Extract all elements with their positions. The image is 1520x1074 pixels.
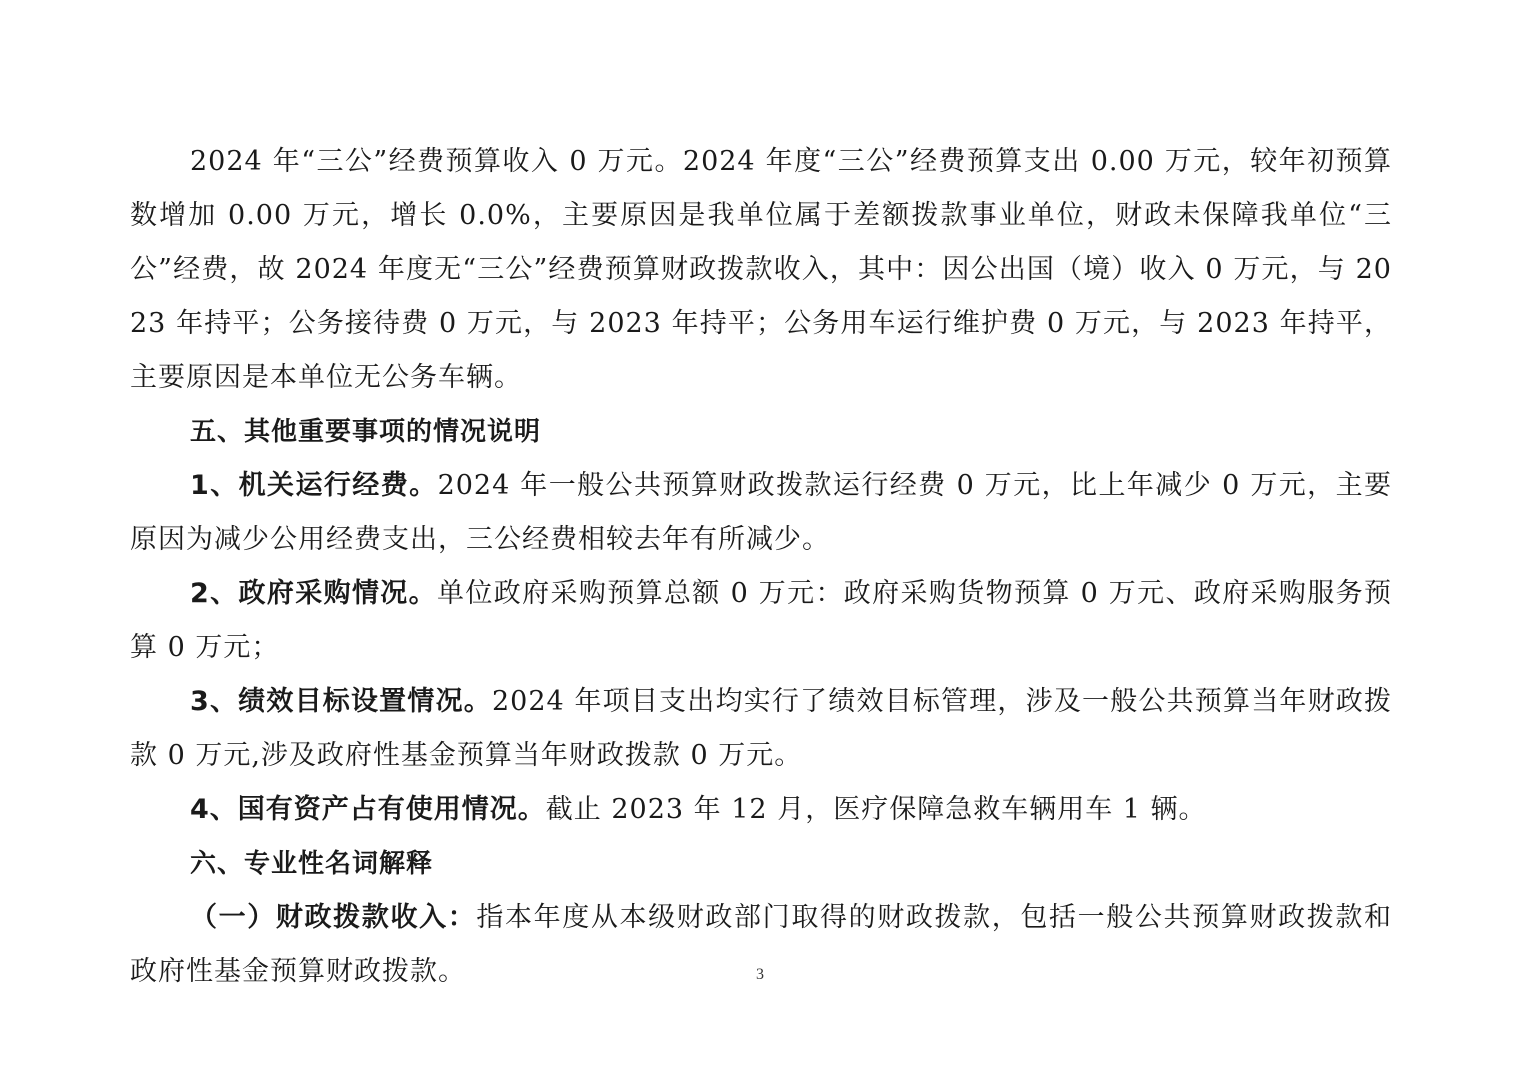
paragraph-three-public-funds: 2024 年“三公”经费预算收入 0 万元。2024 年度“三公”经费预算支出 0.00 万元，较年初预算数增加 0.00 万元，增长 0.0%，主要原因是我单位属于差额拨款事业单位，财政未保障我单位“三公”经费，故 2024 年度无“三公”经费预算财政拨款收入，其中：因公出国（境）收入 0 万元，与 2023 年持平；公务接待费 0 万元，与 2023 年持平；公务用车运行维护费 0 万元，与 2023 年持平，主要原因是本单位无公务车辆。	[130, 146, 1392, 393]
page-number: 3	[756, 966, 764, 983]
section-heading-other-matters: 五、其他重要事项的情况说明	[190, 417, 542, 447]
paragraph-item-2	[130, 567, 1392, 675]
term-1-body: 指本年度从本级财政部门取得的财政拨款，包括一般公共预算财政拨款和政府性基金预算财政拨款。	[130, 902, 1393, 987]
document-body	[130, 135, 1392, 999]
paragraph-item-1	[130, 459, 1392, 567]
item-4-lead: 4、国有资产占有使用情况。	[190, 794, 546, 825]
item-4-body: 截止 2023 年 12 月，医疗保障急救车辆用车 1 辆。	[545, 794, 1207, 825]
term-1-lead: （一）财政拨款收入：	[190, 902, 477, 933]
item-3-lead: 3、绩效目标设置情况。	[190, 686, 492, 717]
section-heading-terms: 六、专业性名词解释	[190, 849, 434, 879]
item-1-lead: 1、机关运行经费。	[190, 470, 438, 501]
item-3-body: 2024 年项目支出均实行了绩效目标管理，涉及一般公共预算当年财政拨款 0 万元,涉及政府性基金预算当年财政拨款 0 万元。	[130, 686, 1392, 771]
paragraph-item-4	[130, 783, 1392, 837]
item-2-body: 单位政府采购预算总额 0 万元：政府采购货物预算 0 万元、政府采购服务预算 0 万元；	[130, 578, 1393, 663]
item-1-body: 2024 年一般公共预算财政拨款运行经费 0 万元，比上年减少 0 万元，主要原因为减少公用经费支出，三公经费相较去年有所减少。	[130, 470, 1392, 555]
paragraph-item-3	[130, 675, 1392, 783]
item-2-lead: 2、政府采购情况。	[190, 578, 438, 609]
